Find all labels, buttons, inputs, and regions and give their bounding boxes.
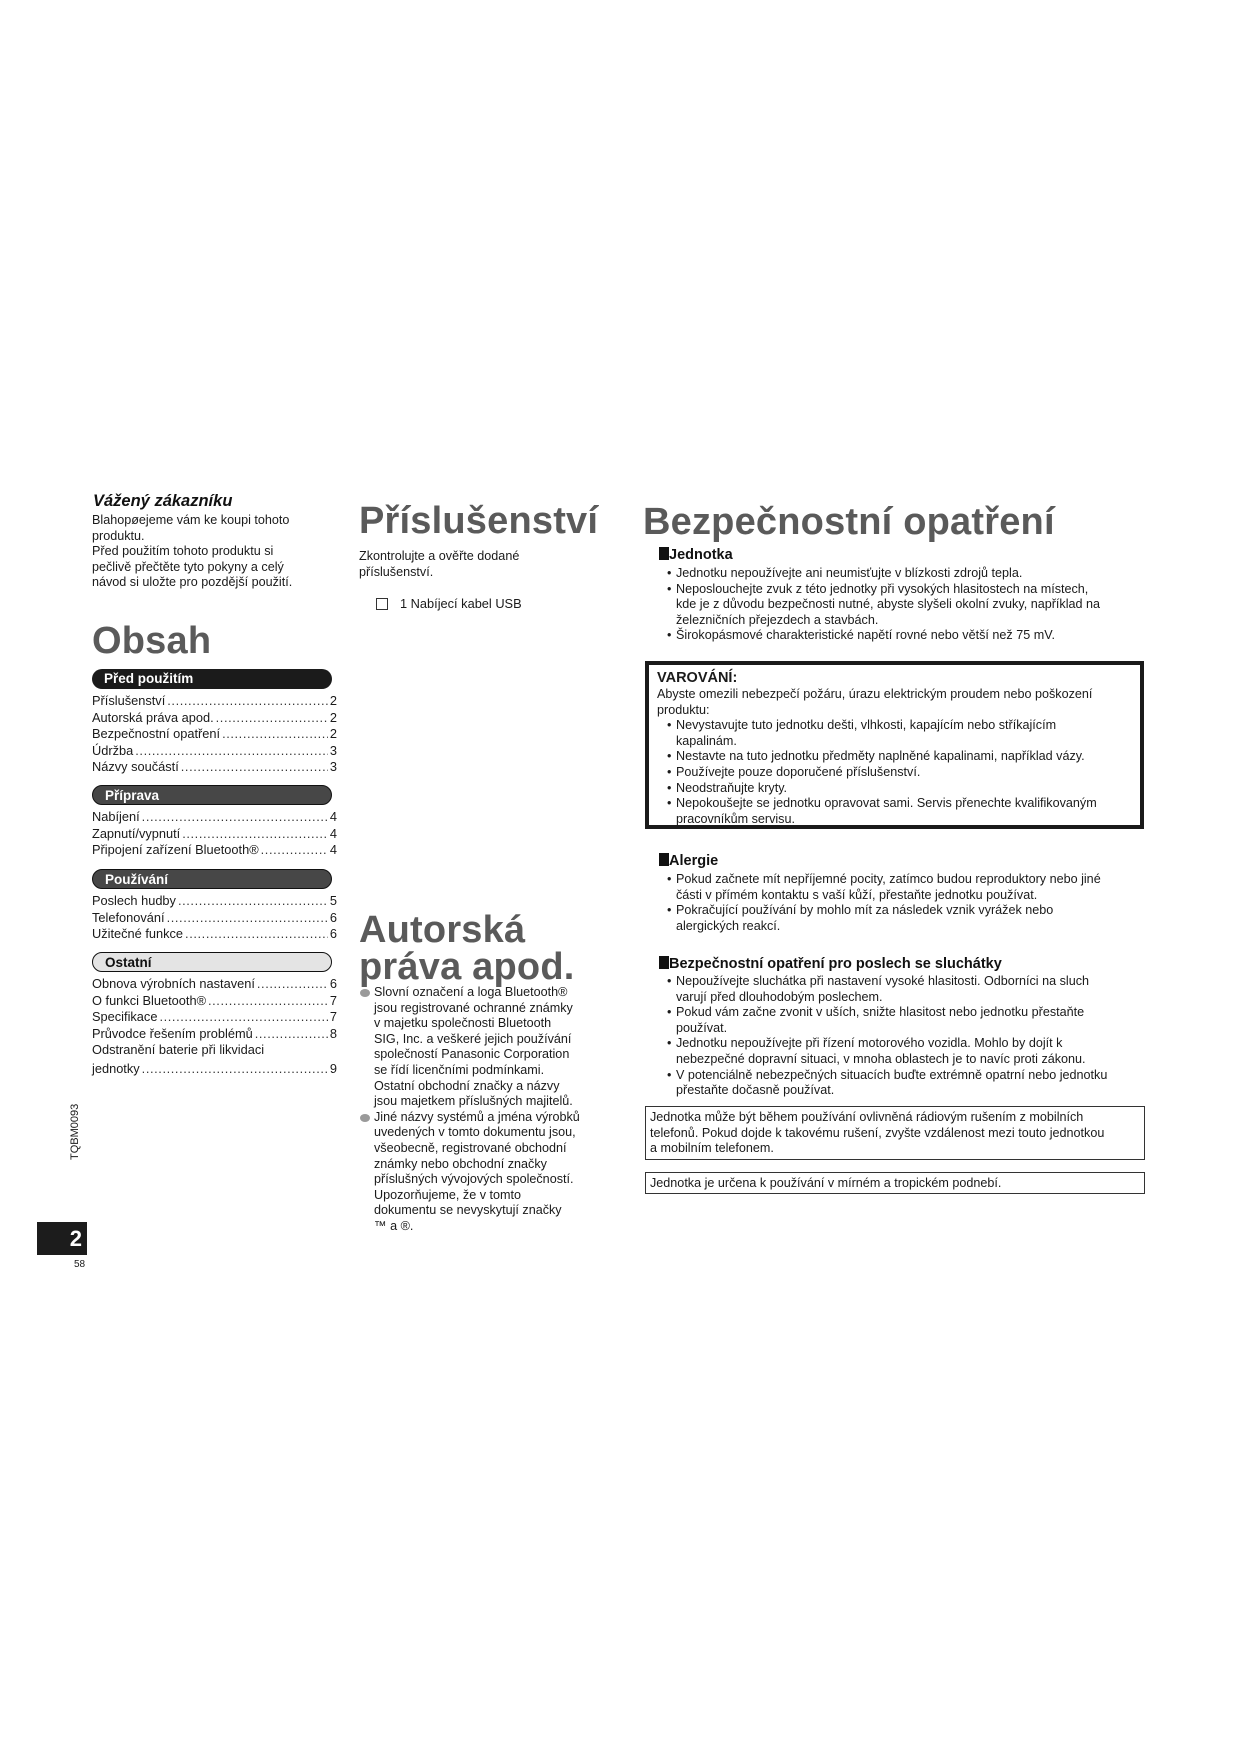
toc-entry-label: Názvy součástí — [92, 759, 179, 775]
list-item: • Pokud vám začne zvonit v uších, snižte hlasitost nebo jednotku přestaňte používat. — [667, 1005, 1085, 1035]
toc-entry-label: Telefonování — [92, 909, 165, 925]
toc-entry[interactable] — [92, 910, 337, 927]
allergy-heading-text: Alergie — [669, 853, 719, 869]
copyright-line: se řídí licenčními podmínkami. — [374, 1062, 545, 1077]
contents-section-header: Před použitím — [92, 669, 332, 689]
toc-entry[interactable] — [92, 1026, 337, 1043]
toc-entry[interactable] — [92, 759, 337, 776]
headphones-list — [667, 974, 1147, 1099]
toc-entry[interactable] — [92, 743, 337, 760]
toc-entry-page: 4 — [329, 825, 337, 841]
copyright-line: jsou registrované ochranné známky — [374, 1000, 573, 1015]
list-line: části v přímém kontaktu s vaší kůží, přestaňte jednotku používat. — [676, 887, 1038, 902]
greeting-line: Před použitím tohoto produktu si — [92, 544, 274, 559]
list-line: Používejte pouze doporučené příslušenství. — [676, 764, 921, 779]
warning-intro — [657, 687, 1132, 718]
list-line: Nevystavujte tuto jednotku dešti, vlhkosti, kapajícím nebo stříkajícím — [676, 718, 1057, 733]
warning-box — [645, 661, 1144, 829]
list-line: Pokračující používání by mohlo mít za následek vznik vyrážek nebo — [676, 903, 1054, 918]
toc-entry-label: Užitečné funkce — [92, 926, 184, 942]
list-line: železničních přejezdech a stavbách. — [676, 612, 879, 627]
note-line: telefonů. Pokud dojde k takovému rušení, zvyšte vzdálenost mezi touto jednotkou — [650, 1125, 1105, 1140]
toc-entry-label: O funkci Bluetooth® — [92, 992, 206, 1008]
toc-entry-page: 6 — [329, 909, 337, 925]
toc-entry-page: 4 — [329, 842, 337, 858]
contents-section-header: Ostatní — [92, 952, 332, 972]
copyright-line: ™ a ®. — [374, 1218, 414, 1233]
list-item: • Neodstraňujte kryty. — [667, 780, 788, 795]
list-line: Širokopásmové charakteristické napětí rovné nebo větší než 75 mV. — [676, 628, 1055, 643]
bullet-dot-icon — [360, 1114, 370, 1122]
toc-entry-label: Zapnutí/vypnutí — [92, 825, 181, 841]
contents-list — [92, 976, 337, 1078]
toc-entry-label: Obnova výrobních nastavení — [92, 976, 255, 991]
list-item: • Neposlouchejte zvuk z této jednotky při vysokých hlasitostech na místech, kde je z důvodu bezpečnosti nutné, abyste slyšeli okolní zvuky, například na železničních přejezdech a stavbách. — [667, 581, 1101, 627]
interference-note — [645, 1106, 1145, 1160]
bullet-dot-icon — [360, 989, 370, 997]
toc-entry[interactable] — [92, 710, 337, 727]
list-line: Nestavte na tuto jednotku předměty naplněné kapalinami, například vázy. — [676, 749, 1085, 764]
contents-section-header: Používání — [92, 869, 332, 889]
safety-title: Bezpečnostní opatření — [643, 501, 1055, 543]
heading-marker-icon — [659, 547, 669, 560]
toc-entry-page: 6 — [329, 976, 337, 991]
list-item: • Pokud začnete mít nepříjemné pocity, zatímco budou reproduktory nebo jiné části v přímém kontaktu s vaší kůží, přestaňte jednotku používat. — [667, 872, 1101, 902]
headphones-heading-text: Bezpečnostní opatření pro poslech se sluchátky — [669, 956, 1002, 972]
toc-entry-page: 3 — [329, 742, 337, 758]
list-line: Neodstraňujte kryty. — [676, 780, 788, 795]
toc-entry-label: Specifikace — [92, 1009, 158, 1025]
list-line: Pokud vám začne zvonit v uších, snižte hlasitost nebo jednotku přestaňte — [676, 1005, 1085, 1020]
list-line: Jednotku nepoužívejte ani neumisťujte v blízkosti zdrojů tepla. — [676, 566, 1023, 580]
heading-marker-icon — [659, 956, 669, 969]
contents-title: Obsah — [92, 620, 212, 662]
copyright-line: uvedených v tomto dokumentu jsou, — [374, 1125, 576, 1140]
copyright-line: příslušných vývojových společností. — [374, 1172, 574, 1187]
copyright-line: společností Panasonic Corporation — [374, 1047, 570, 1062]
list-line: kapalinám. — [676, 733, 737, 748]
toc-entry[interactable] — [92, 726, 337, 743]
accessories-intro-line: příslušenství. — [359, 564, 434, 579]
list-line: přestaňte dočasně používat. — [676, 1083, 835, 1098]
list-item: • Nepoužívejte sluchátka při nastavení vysoké hlasitosti. Odborníci na sluch varují před dlouhodobým poslechem. — [667, 974, 1090, 1004]
model-code: TQBM0093 — [69, 1103, 81, 1160]
note-line: Jednotka může být během používání ovlivněná rádiovým rušením z mobilních — [650, 1110, 1084, 1124]
list-line: používat. — [676, 1020, 728, 1035]
note-line: a mobilním telefonem. — [650, 1141, 774, 1156]
accessory-item-label: 1 Nabíjecí kabel USB — [400, 596, 522, 611]
list-item: • Nestavte na tuto jednotku předměty naplněné kapalinami, například vázy. — [667, 749, 1085, 764]
toc-entry[interactable] — [92, 976, 337, 993]
contents-list — [92, 893, 337, 943]
page-sub-number: 58 — [74, 1259, 86, 1270]
toc-entry-label[interactable]: Odstranění baterie při likvidaci — [92, 1042, 265, 1058]
toc-entry-label: Nabíjení — [92, 809, 140, 824]
list-item: • Širokopásmové charakteristické napětí rovné nebo větší než 75 mV. — [667, 628, 1055, 643]
toc-entry[interactable] — [92, 826, 337, 843]
toc-entry-label: Připojení zařízení Bluetooth® — [92, 842, 259, 858]
warning-list — [657, 718, 1132, 827]
list-item: • V potenciálně nebezpečných situacích buďte extrémně opatrní nebo jednotku přestaňte dočasně používat. — [667, 1067, 1108, 1098]
toc-entry[interactable] — [92, 926, 337, 943]
list-line: pracovníkům servisu. — [676, 811, 795, 826]
toc-entry[interactable] — [92, 809, 337, 826]
checkbox-icon[interactable] — [376, 598, 388, 610]
toc-entry-label: Průvodce řešením problémů — [92, 1025, 253, 1041]
list-line: nebezpečné dopravní situaci, v mnoha oblastech je to navíc proti zákonu. — [676, 1051, 1086, 1066]
contents-list — [92, 809, 337, 859]
copyright-list — [360, 985, 600, 1235]
toc-entry-label: Poslech hudby — [92, 893, 176, 908]
copyright-title-line: práva apod. — [359, 946, 575, 988]
greeting-line: návod si uložte pro pozdější použití. — [92, 575, 293, 590]
toc-entry[interactable] — [92, 993, 337, 1010]
toc-entry-page: 8 — [329, 1025, 337, 1041]
list-line: kde je z důvodu bezpečnosti nutné, abyste slyšeli okolní zvuky, například na — [676, 597, 1101, 612]
copyright-line: jsou majetkem příslušných majitelů. — [374, 1094, 573, 1109]
allergy-list — [667, 872, 1147, 934]
copyright-title-line: Autorská — [359, 909, 526, 951]
unit-list — [667, 566, 1147, 644]
copyright-bullet — [360, 1110, 600, 1235]
toc-entry-page: 3 — [329, 759, 337, 775]
note-line: Jednotka je určena k používání v mírném a tropickém podnebí. — [650, 1176, 1002, 1190]
toc-entry-label: Údržba — [92, 742, 134, 758]
greeting-line: pečlivě přečtěte tyto pokyny a celý — [92, 559, 284, 574]
list-item: • Pokračující používání by mohlo mít za následek vznik vyrážek nebo alergických reakcí. — [667, 903, 1054, 933]
toc-entry-page: 5 — [329, 893, 337, 908]
toc-entry-page: 2 — [329, 726, 337, 742]
copyright-line: v majetku společnosti Bluetooth — [374, 1016, 552, 1031]
greeting-title: Vážený zákazníku — [93, 492, 233, 510]
contents-section-header: Příprava — [92, 785, 332, 805]
accessories-intro — [359, 549, 579, 580]
list-line: Nepoužívejte sluchátka při nastavení vysoké hlasitosti. Odborníci na sluch — [676, 974, 1090, 988]
greeting-line: produktu. — [92, 528, 145, 543]
greeting-text — [92, 513, 337, 591]
toc-entry[interactable] — [92, 1009, 337, 1026]
list-line: V potenciálně nebezpečných situacích buďte extrémně opatrní nebo jednotku — [676, 1067, 1108, 1082]
copyright-line: dokumentu se nevyskytují značky — [374, 1203, 562, 1218]
copyright-line: Ostatní obchodní značky a názvy — [374, 1078, 560, 1093]
toc-entry[interactable] — [92, 1061, 337, 1078]
list-line: Neposlouchejte zvuk z této jednotky při vysokých hlasitostech na místech, — [676, 581, 1089, 596]
toc-entry-page: 7 — [329, 992, 337, 1008]
copyright-line: známky nebo obchodní značky — [374, 1156, 547, 1171]
page-number: 2 — [69, 1226, 82, 1251]
toc-entry[interactable] — [92, 893, 337, 910]
list-item: • Používejte pouze doporučené příslušenství. — [667, 764, 921, 779]
toc-entry-page: 6 — [329, 926, 337, 942]
list-line: Pokud začnete mít nepříjemné pocity, zatímco budou reproduktory nebo jiné — [676, 872, 1101, 886]
accessories-title: Příslušenství — [359, 500, 599, 542]
list-item: • Nepokoušejte se jednotku opravovat sami. Servis přenechte kvalifikovaným pracovníkům servisu. — [667, 796, 1097, 826]
list-item: • Jednotku nepoužívejte ani neumisťujte v blízkosti zdrojů tepla. — [667, 566, 1023, 580]
warning-intro-line: Abyste omezili nebezpečí požáru, úrazu elektrickým proudem nebo poškození — [657, 687, 1093, 701]
copyright-line: Upozorňujeme, že v tomto — [374, 1187, 521, 1202]
toc-entry-page: 7 — [329, 1009, 337, 1025]
toc-entry-label: Autorská práva apod. — [92, 709, 214, 725]
toc-entry-label: Bezpečnostní opatření — [92, 726, 221, 742]
allergy-heading — [659, 853, 718, 869]
climate-note — [645, 1172, 1145, 1194]
accessory-item — [376, 596, 522, 611]
unit-heading — [659, 547, 733, 563]
copyright-line: všeobecně, registrované obchodní — [374, 1140, 567, 1155]
list-item: • Nevystavujte tuto jednotku dešti, vlhkosti, kapajícím nebo stříkajícím kapalinám. — [667, 718, 1057, 748]
contents-list — [92, 693, 337, 776]
toc-entry-page: 2 — [329, 693, 337, 708]
unit-heading-text: Jednotka — [669, 547, 733, 563]
toc-entry[interactable] — [92, 693, 337, 710]
heading-marker-icon — [659, 853, 669, 866]
copyright-line: Slovní označení a loga Bluetooth® — [374, 985, 568, 999]
copyright-title — [359, 909, 575, 988]
copyright-line: SIG, Inc. a veškeré jejich používání — [374, 1031, 572, 1046]
greeting-line: Blahopøejeme vám ke koupi tohoto — [92, 513, 290, 527]
list-line: alergických reakcí. — [676, 918, 781, 933]
list-line: varují před dlouhodobým poslechem. — [676, 989, 883, 1004]
toc-entry-label: jednotky — [92, 1060, 140, 1076]
accessories-intro-line: Zkontrolujte a ověřte dodané — [359, 549, 520, 563]
toc-entry[interactable] — [92, 842, 337, 859]
headphones-heading — [659, 956, 1002, 972]
toc-entry-page: 2 — [329, 709, 337, 725]
list-item: • Jednotku nepoužívejte při řízení motorového vozidla. Mohlo by dojít k nebezpečné dopravní situaci, v mnoha oblastech je to navíc proti zákonu. — [667, 1036, 1086, 1066]
toc-entry-page: 4 — [329, 809, 337, 824]
warning-intro-line: produktu: — [657, 702, 710, 717]
list-line: Jednotku nepoužívejte při řízení motorového vozidla. Mohlo by dojít k — [676, 1036, 1063, 1051]
toc-entry-label: Příslušenství — [92, 693, 166, 708]
warning-title: VAROVÁNÍ: — [657, 670, 738, 686]
copyright-line: Jiné názvy systémů a jména výrobků — [374, 1109, 580, 1124]
copyright-bullet — [360, 985, 600, 1110]
toc-entry-page: 9 — [329, 1060, 337, 1076]
list-line: Nepokoušejte se jednotku opravovat sami. Servis přenechte kvalifikovaným — [676, 796, 1097, 811]
